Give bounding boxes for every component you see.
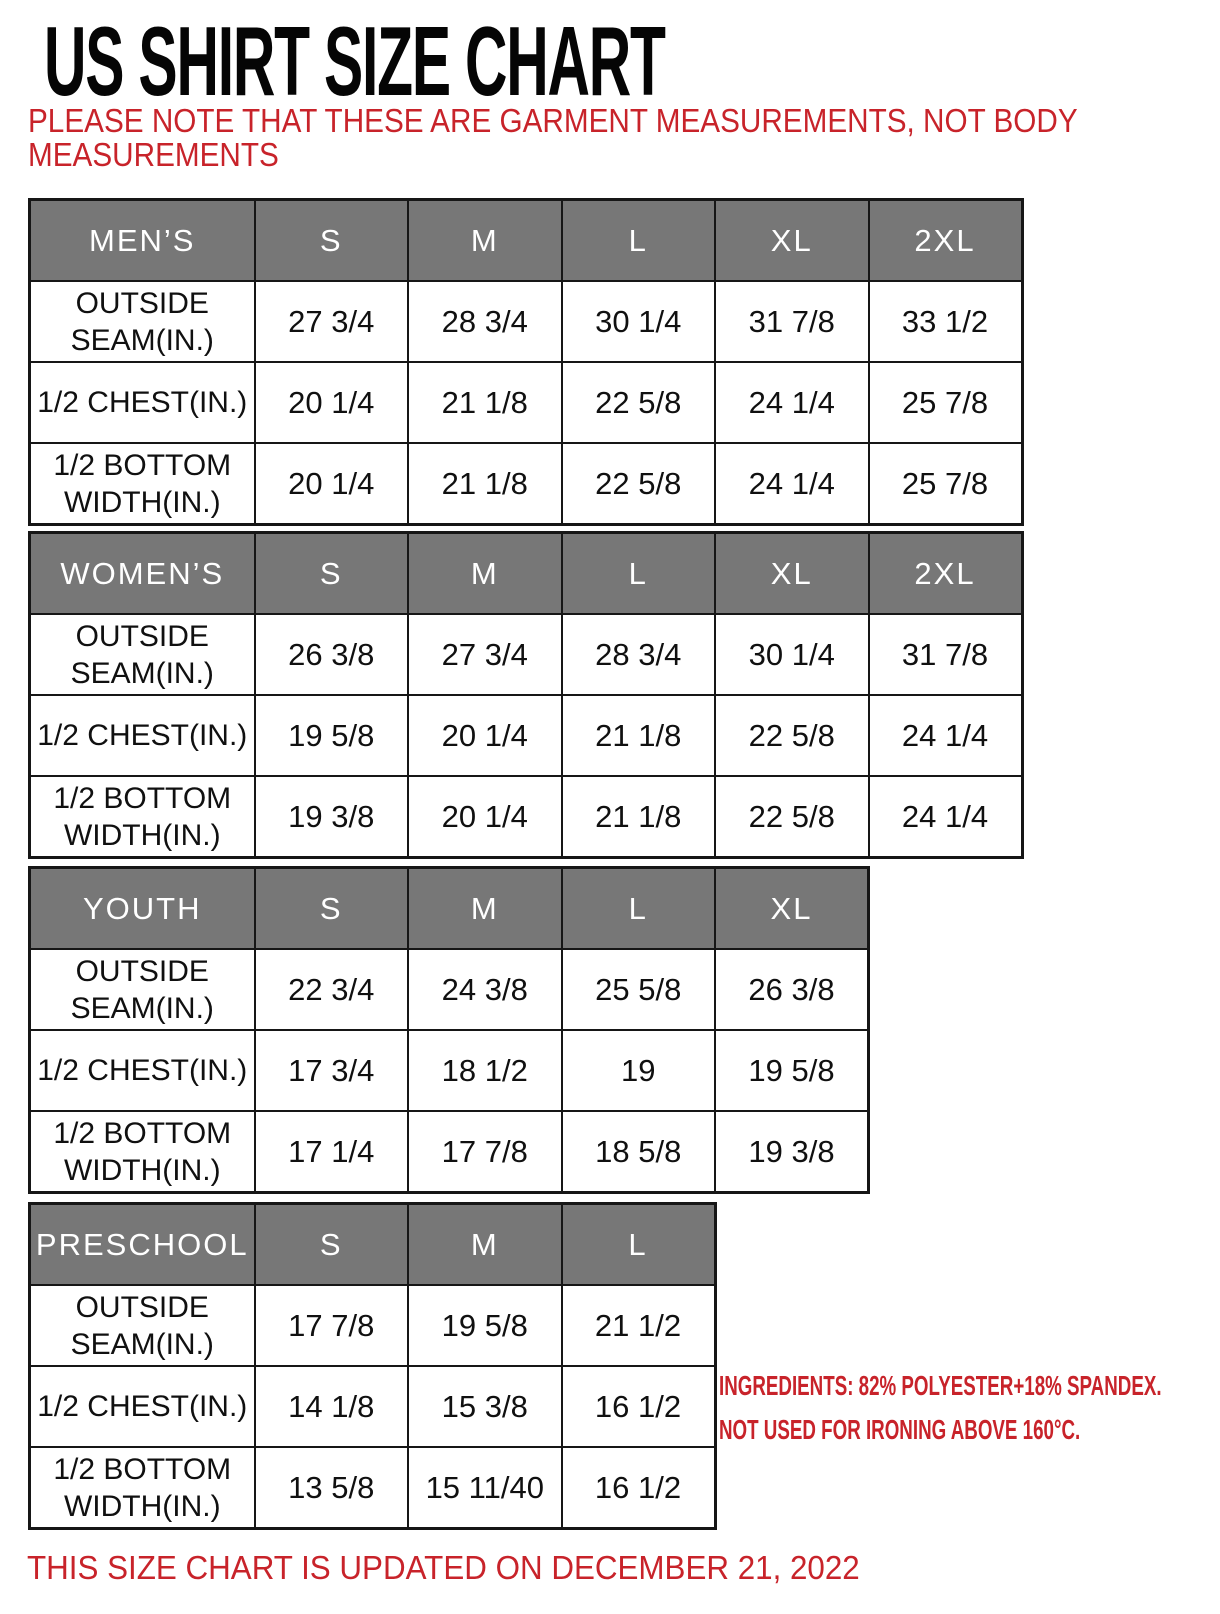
measurement-value: 25 7/8 — [869, 443, 1023, 525]
measurement-row-label: 1/2 CHEST(IN.) — [30, 1366, 255, 1447]
measurement-value: 17 7/8 — [408, 1111, 562, 1193]
size-column-header: S — [255, 200, 409, 282]
measurement-value: 16 1/2 — [562, 1447, 716, 1529]
measurement-row-label: 1/2 BOTTOM WIDTH(IN.) — [30, 1447, 255, 1529]
table-row — [30, 614, 1023, 695]
update-date-note: THIS SIZE CHART IS UPDATED ON DECEMBER 21, 2022 — [27, 1549, 860, 1586]
youth-size-table — [28, 866, 870, 1194]
measurement-value: 21 1/8 — [408, 362, 562, 443]
preschool-size-table-container — [28, 1202, 717, 1530]
measurement-value: 24 1/4 — [869, 776, 1023, 858]
measurement-value: 33 1/2 — [869, 281, 1023, 362]
size-column-header: M — [408, 1204, 562, 1286]
measurement-value: 24 1/4 — [869, 695, 1023, 776]
table-row — [30, 1447, 716, 1529]
womens-size-table-container — [28, 531, 1024, 859]
measurement-value: 15 11/40 — [408, 1447, 562, 1529]
measurement-row-label: 1/2 CHEST(IN.) — [30, 1030, 255, 1111]
measurement-value: 31 7/8 — [869, 614, 1023, 695]
measurement-row-label: 1/2 BOTTOM WIDTH(IN.) — [30, 443, 255, 525]
measurement-value: 27 3/4 — [255, 281, 409, 362]
table-row — [30, 281, 1023, 362]
youth-size-table-container — [28, 866, 870, 1194]
measurement-row-label: 1/2 BOTTOM WIDTH(IN.) — [30, 776, 255, 858]
measurement-value: 26 3/8 — [255, 614, 409, 695]
size-column-header: M — [408, 533, 562, 615]
measurement-value: 27 3/4 — [408, 614, 562, 695]
measurement-row-label: 1/2 CHEST(IN.) — [30, 362, 255, 443]
measurement-value: 20 1/4 — [408, 776, 562, 858]
table-row — [30, 776, 1023, 858]
ingredients-line-1: INGREDIENTS: 82% POLYESTER+18% SPANDEX. — [719, 1370, 1162, 1401]
measurement-value: 18 5/8 — [562, 1111, 716, 1193]
size-column-header: M — [408, 200, 562, 282]
measurement-value: 24 1/4 — [715, 362, 869, 443]
measurement-value: 20 1/4 — [408, 695, 562, 776]
header-row — [30, 200, 1023, 282]
measurement-value: 20 1/4 — [255, 362, 409, 443]
measurement-value: 22 3/4 — [255, 949, 409, 1030]
measurement-value: 20 1/4 — [255, 443, 409, 525]
garment-measurements-note — [28, 104, 1078, 172]
measurement-value: 25 7/8 — [869, 362, 1023, 443]
header-row — [30, 1204, 716, 1286]
measurement-value: 31 7/8 — [715, 281, 869, 362]
table-row — [30, 1111, 869, 1193]
table-group-header: YOUTH — [30, 868, 255, 950]
measurement-row-label: OUTSIDE SEAM(IN.) — [30, 614, 255, 695]
table-row — [30, 362, 1023, 443]
measurement-value: 25 5/8 — [562, 949, 716, 1030]
page-title: US SHIRT SIZE CHART — [44, 6, 665, 116]
measurement-value: 28 3/4 — [408, 281, 562, 362]
measurement-row-label: 1/2 CHEST(IN.) — [30, 695, 255, 776]
measurement-value: 15 3/8 — [408, 1366, 562, 1447]
size-column-header: 2XL — [869, 200, 1023, 282]
table-group-header: WOMEN’S — [30, 533, 255, 615]
table-group-header: MEN’S — [30, 200, 255, 282]
table-row — [30, 443, 1023, 525]
measurement-value: 13 5/8 — [255, 1447, 409, 1529]
measurement-value: 17 7/8 — [255, 1285, 409, 1366]
ingredients-note — [719, 1364, 1162, 1452]
size-column-header: S — [255, 868, 409, 950]
measurement-row-label: OUTSIDE SEAM(IN.) — [30, 1285, 255, 1366]
measurement-value: 19 3/8 — [255, 776, 409, 858]
table-row — [30, 1366, 716, 1447]
measurement-value: 19 5/8 — [408, 1285, 562, 1366]
note-line-1: PLEASE NOTE THAT THESE ARE GARMENT MEASUREMENTS, NOT BODY — [28, 102, 1078, 139]
measurement-value: 22 5/8 — [562, 362, 716, 443]
measurement-value: 22 5/8 — [715, 776, 869, 858]
measurement-value: 30 1/4 — [562, 281, 716, 362]
table-row — [30, 1285, 716, 1366]
table-group-header: PRESCHOOL — [30, 1204, 255, 1286]
womens-size-table — [28, 531, 1024, 859]
size-column-header: S — [255, 533, 409, 615]
measurement-value: 18 1/2 — [408, 1030, 562, 1111]
measurement-value: 30 1/4 — [715, 614, 869, 695]
measurement-value: 24 1/4 — [715, 443, 869, 525]
measurement-value: 21 1/8 — [408, 443, 562, 525]
size-column-header: 2XL — [869, 533, 1023, 615]
size-column-header: L — [562, 533, 716, 615]
size-column-header: S — [255, 1204, 409, 1286]
measurement-value: 22 5/8 — [562, 443, 716, 525]
measurement-value: 16 1/2 — [562, 1366, 716, 1447]
measurement-value: 19 5/8 — [715, 1030, 869, 1111]
measurement-value: 19 5/8 — [255, 695, 409, 776]
ingredients-line-2: NOT USED FOR IRONING ABOVE 160°C. — [719, 1414, 1081, 1445]
measurement-row-label: OUTSIDE SEAM(IN.) — [30, 281, 255, 362]
measurement-value: 17 3/4 — [255, 1030, 409, 1111]
mens-size-table — [28, 198, 1024, 526]
measurement-value: 14 1/8 — [255, 1366, 409, 1447]
table-row — [30, 695, 1023, 776]
size-column-header: XL — [715, 533, 869, 615]
measurement-value: 21 1/2 — [562, 1285, 716, 1366]
table-row — [30, 1030, 869, 1111]
measurement-value: 24 3/8 — [408, 949, 562, 1030]
measurement-value: 17 1/4 — [255, 1111, 409, 1193]
measurement-value: 19 — [562, 1030, 716, 1111]
measurement-value: 22 5/8 — [715, 695, 869, 776]
size-column-header: L — [562, 868, 716, 950]
mens-size-table-container — [28, 198, 1024, 526]
size-column-header: M — [408, 868, 562, 950]
size-column-header: L — [562, 200, 716, 282]
measurement-value: 21 1/8 — [562, 695, 716, 776]
header-row — [30, 868, 869, 950]
size-column-header: XL — [715, 868, 869, 950]
size-column-header: L — [562, 1204, 716, 1286]
preschool-size-table — [28, 1202, 717, 1530]
measurement-value: 28 3/4 — [562, 614, 716, 695]
measurement-value: 26 3/8 — [715, 949, 869, 1030]
note-line-2: MEASUREMENTS — [28, 136, 279, 173]
measurement-value: 21 1/8 — [562, 776, 716, 858]
measurement-value: 19 3/8 — [715, 1111, 869, 1193]
size-column-header: XL — [715, 200, 869, 282]
header-row — [30, 533, 1023, 615]
measurement-row-label: OUTSIDE SEAM(IN.) — [30, 949, 255, 1030]
table-row — [30, 949, 869, 1030]
measurement-row-label: 1/2 BOTTOM WIDTH(IN.) — [30, 1111, 255, 1193]
